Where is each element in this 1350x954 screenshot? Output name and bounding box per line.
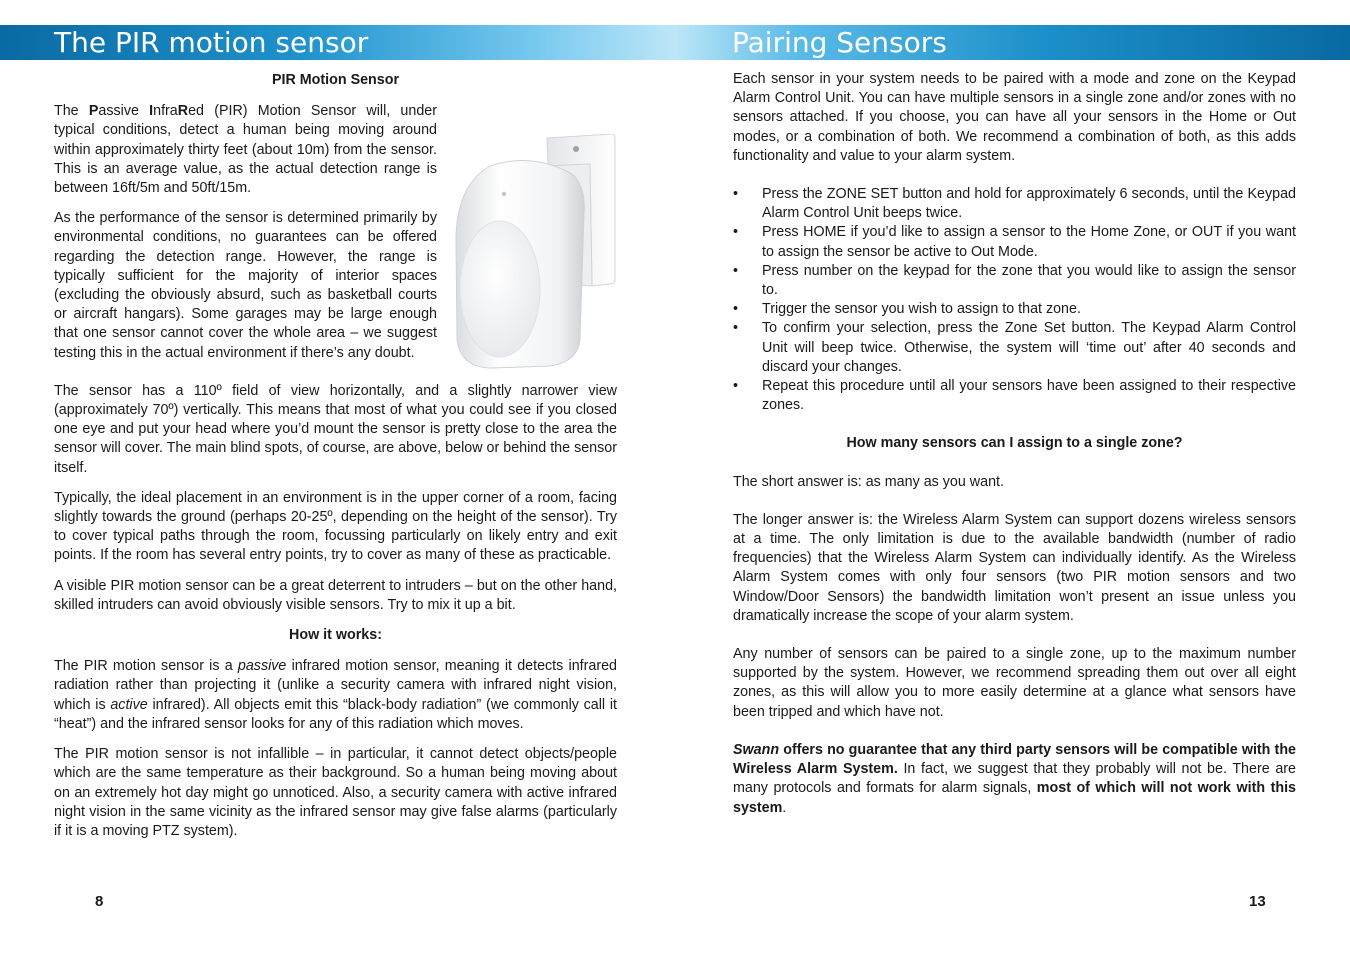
list-item: • Press HOME if you’d like to assign a sensor to the Home Zone, or OUT if you want to assign the sensor be active to Out Mode. (733, 223, 1296, 261)
list-item: • To confirm your selection, press the Zone Set button. The Keypad Alarm Control Unit will beep twice. Otherwise, the system will ‘time out’ after 40 seconds and discard your changes. (733, 319, 1296, 377)
how-it-works-paragraph: The PIR motion sensor is a passive infrared motion sensor, meaning it detects infrared radiation rather than projecting it (unlike a security camera with infrared night vision, which is active infrared). All objects emit this “black-body radiation” (we commonly call it “heat”) and the infrared sensor looks for any of this radiation which moves. (54, 658, 617, 732)
right-page-content (733, 70, 1296, 829)
left-page-banner (0, 25, 675, 60)
list-item: • Trigger the sensor you wish to assign to that zone. (733, 300, 1296, 319)
pir-section-heading: PIR Motion Sensor (271, 72, 400, 88)
brand-name: Swann (733, 741, 780, 758)
compatibility-warning-paragraph: Swann offers no guarantee that any third party sensors will be compatible with the Wireless Alarm System. In fact, we suggest that they probably will not be. There are many protocols and formats for alarm signals, most of which will not work with this system. (733, 741, 1296, 816)
intro-text-column (54, 102, 437, 363)
right-page-number: 13 (1249, 893, 1266, 910)
placement-paragraph: Typically, the ideal placement in an environment is in the upper corner of a room, facing slightly towards the ground (perhaps 20-25º, depending on the height of the sensor). Try to cover typical paths through the room, focussing particularly on likely entry and exit points. If the room has several entry points, try to cover as many of these as practicable. (54, 489, 617, 564)
any-number-paragraph: Any number of sensors can be paired to a single zone, up to the maximum number supported by the system. However, we recommend spreading them out over all eight zones, as this will allow you to more easily determine at a glance what sensors have been tripped and which have not. (733, 646, 1296, 720)
left-page-content (54, 70, 617, 852)
pairing-intro-paragraph: Each sensor in your system needs to be paired with a mode and zone on the Keypad Alarm Control Unit. You can have multiple sensors in a single zone and/or zones with no sensors attached. If you choose, you can have all your sensors in the Home or Out modes, or a combination of both. We recommend a combination of both, as this adds functionality and value to your alarm system. (733, 71, 1296, 164)
short-answer-paragraph: The short answer is: as many as you want. (733, 473, 1004, 490)
left-page-number: 8 (95, 893, 104, 910)
faq-heading: How many sensors can I assign to a single zone? (846, 435, 1183, 452)
how-it-works-heading: How it works: (289, 627, 382, 644)
pairing-steps-list (733, 185, 1296, 415)
deterrent-paragraph: A visible PIR motion sensor can be a great deterrent to intruders – but on the other hand, skilled intruders can avoid obviously visible sensors. Try to mix it up a bit. (54, 577, 617, 613)
pir-sensor-image (452, 134, 617, 374)
intro-paragraph: The Passive InfraRed (PIR) Motion Sensor will, under typical conditions, detect a human being moving around within approximately thirty feet (about 10m) from the sensor. This is an average value, as the actual detection range is between 16ft/5m and 50ft/15m. (54, 103, 437, 197)
long-answer-paragraph: The longer answer is: the Wireless Alarm System can support dozens wireless sensors at a time. The only limitation is due to the available bandwidth (number of radio frequencies) that the Wireless Alarm System can individually identify. As the Wireless Alarm System comes with only four sensors (two PIR motion sensors and two Window/Door Sensors) the bandwidth limitation won’t present an issue unless you dramatically increase the scope of your alarm system. (733, 511, 1296, 624)
list-item: • Repeat this procedure until all your sensors have been assigned to their respective zones. (733, 377, 1296, 415)
left-page-title: The PIR motion sensor (54, 26, 369, 59)
field-of-view-paragraph: The sensor has a 110º field of view horizontally, and a slightly narrower view (approximately 70º) vertically. This means that most of what you could see if you closed one eye and put your head where you’d mount the sensor is pretty close to the area the sensor will cover. The main blind spots, of course, are above, below or behind the sensor itself. (54, 382, 617, 476)
list-item: • Press the ZONE SET button and hold for approximately 6 seconds, until the Keypad Alarm Control Unit beeps twice. (733, 185, 1296, 223)
right-page-title: Pairing Sensors (732, 26, 947, 59)
performance-paragraph: As the performance of the sensor is determined primarily by environmental conditions, no guarantees can be offered regarding the detection range. However, the range is typically sufficient for the majority of interior spaces (excluding the obviously absurd, such as basketball courts or aircraft hangars). Some garages may be large enough that one sensor cannot cover the whole area – we suggest testing this in the actual environment if there’s any doubt. (54, 210, 437, 361)
right-page-banner (675, 25, 1350, 60)
limitations-paragraph: The PIR motion sensor is not infallible – in particular, it cannot detect objects/people which are the same temperature as their background. So a human being moving about on an extremely hot day might go unnoticed. Also, a security camera with active infrared night vision in the same vicinity as the infrared sensor may give false alarms (particularly if it is a moving PTZ system). (54, 746, 617, 839)
intro-block (54, 102, 617, 363)
list-item: • Press number on the keypad for the zone that you would like to assign the sensor to. (733, 262, 1296, 300)
